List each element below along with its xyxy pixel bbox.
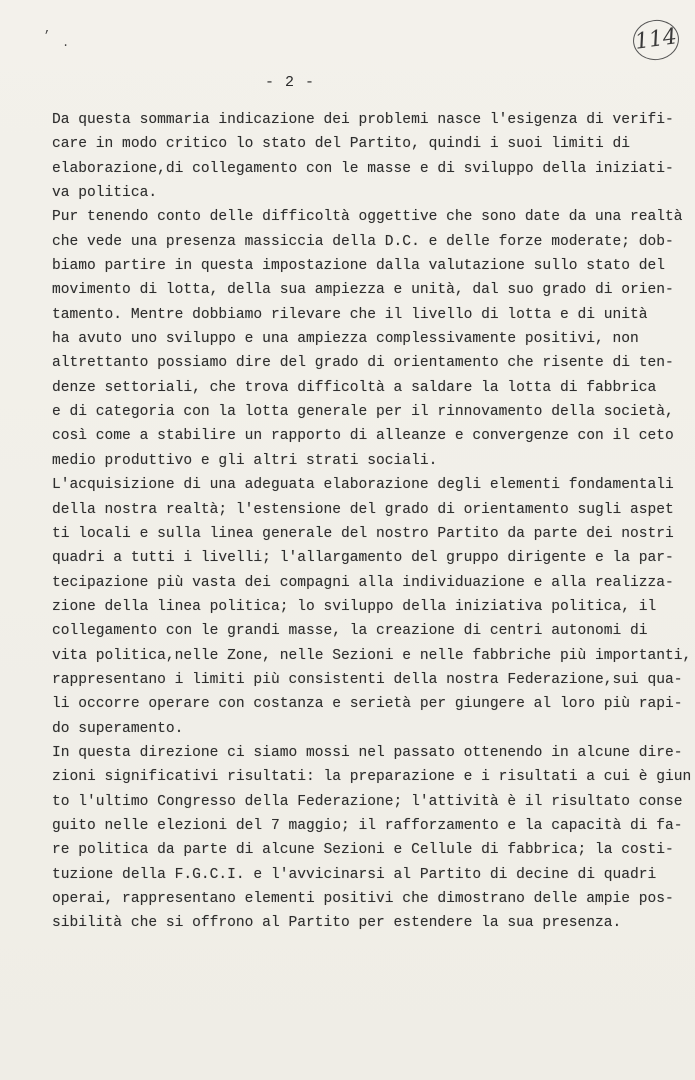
text-line: così come a stabilire un rapporto di alleanze e convergenze con il ceto (52, 428, 674, 445)
text-line: zioni significativi risultati: la preparazione e i risultati a cui è giun (52, 769, 692, 786)
text-line: e di categoria con la lotta generale per il rinnovamento della società, (52, 404, 674, 421)
text-line: tecipazione più vasta dei compagni alla individuazione e alla realizza- (52, 574, 674, 591)
paper-speck: , (44, 22, 52, 36)
text-line: sibilità che si offrono al Partito per estendere la sua presenza. (52, 915, 622, 932)
text-line: collegamento con le grandi masse, la creazione di centri autonomi di (52, 623, 648, 640)
text-line: denze settoriali, che trova difficoltà a saldare la lotta di fabbrica (52, 379, 657, 396)
text-line: Pur tenendo conto delle difficoltà oggettive che sono date da una realtà (52, 209, 683, 226)
text-line: re politica da parte di alcune Sezioni e Cellule di fabbrica; la costi- (52, 842, 674, 859)
text-line: biamo partire in questa impostazione dalla valutazione sullo stato del (52, 258, 666, 275)
text-line: L'acquisizione di una adeguata elaborazione degli elementi fondamentali (52, 477, 674, 494)
text-line: to l'ultimo Congresso della Federazione; l'attività è il risultato conse (52, 793, 683, 810)
text-line: elaborazione,di collegamento con le masse e di sviluppo della iniziati- (52, 160, 674, 177)
text-line: Da questa sommaria indicazione dei problemi nasce l'esigenza di verifi- (52, 112, 674, 128)
paper-speck: . (62, 36, 70, 50)
text-line: guito nelle elezioni del 7 maggio; il rafforzamento e la capacità di fa- (52, 817, 683, 834)
text-line: tuzione della F.G.C.I. e l'avvicinarsi al Partito di decine di quadri (52, 866, 657, 883)
text-line: tamento. Mentre dobbiamo rilevare che il livello di lotta e di unità (52, 306, 648, 323)
text-line: care in modo critico lo stato del Partito, quindi i suoi limiti di (52, 136, 631, 153)
text-line: In questa direzione ci siamo mossi nel passato ottenendo in alcune dire- (52, 744, 683, 761)
text-line: che vede una presenza massiccia della D.C. e delle forze moderate; dob- (52, 233, 674, 250)
page-number: - 2 - (264, 74, 315, 91)
archive-number-stamp: 114 (630, 17, 681, 63)
text-line: ti locali e sulla linea generale del nostro Partito da parte dei nostri (52, 525, 674, 542)
text-line: medio produttivo e gli altri strati sociali. (52, 452, 438, 469)
text-line: rappresentano i limiti più consistenti della nostra Federazione,sui qua- (52, 671, 683, 688)
text-line: vita politica,nelle Zone, nelle Sezioni e nelle fabbriche più importanti, (52, 647, 692, 664)
text-line: operai, rappresentano elementi positivi che dimostrano delle ampie pos- (52, 891, 674, 907)
text-line: della nostra realtà; l'estensione del grado di orientamento sugli aspet (52, 501, 674, 518)
text-line: quadri a tutti i livelli; l'allargamento del gruppo dirigente e la par- (52, 550, 674, 567)
body-text (52, 108, 692, 936)
text-line: altrettanto possiamo dire del grado di orientamento che risente di ten- (52, 355, 674, 372)
text-line: do superamento. (52, 720, 184, 737)
text-line: li occorre operare con costanza e serietà per giungere al loro più rapi- (52, 696, 683, 713)
text-line: movimento di lotta, della sua ampiezza e unità, dal suo grado di orien- (52, 282, 674, 299)
text-line: va politica. (52, 185, 158, 202)
text-line: ha avuto uno sviluppo e una ampiezza complessivamente positivi, non (52, 331, 639, 348)
text-line: zione della linea politica; lo sviluppo della iniziativa politica, il (52, 598, 657, 615)
